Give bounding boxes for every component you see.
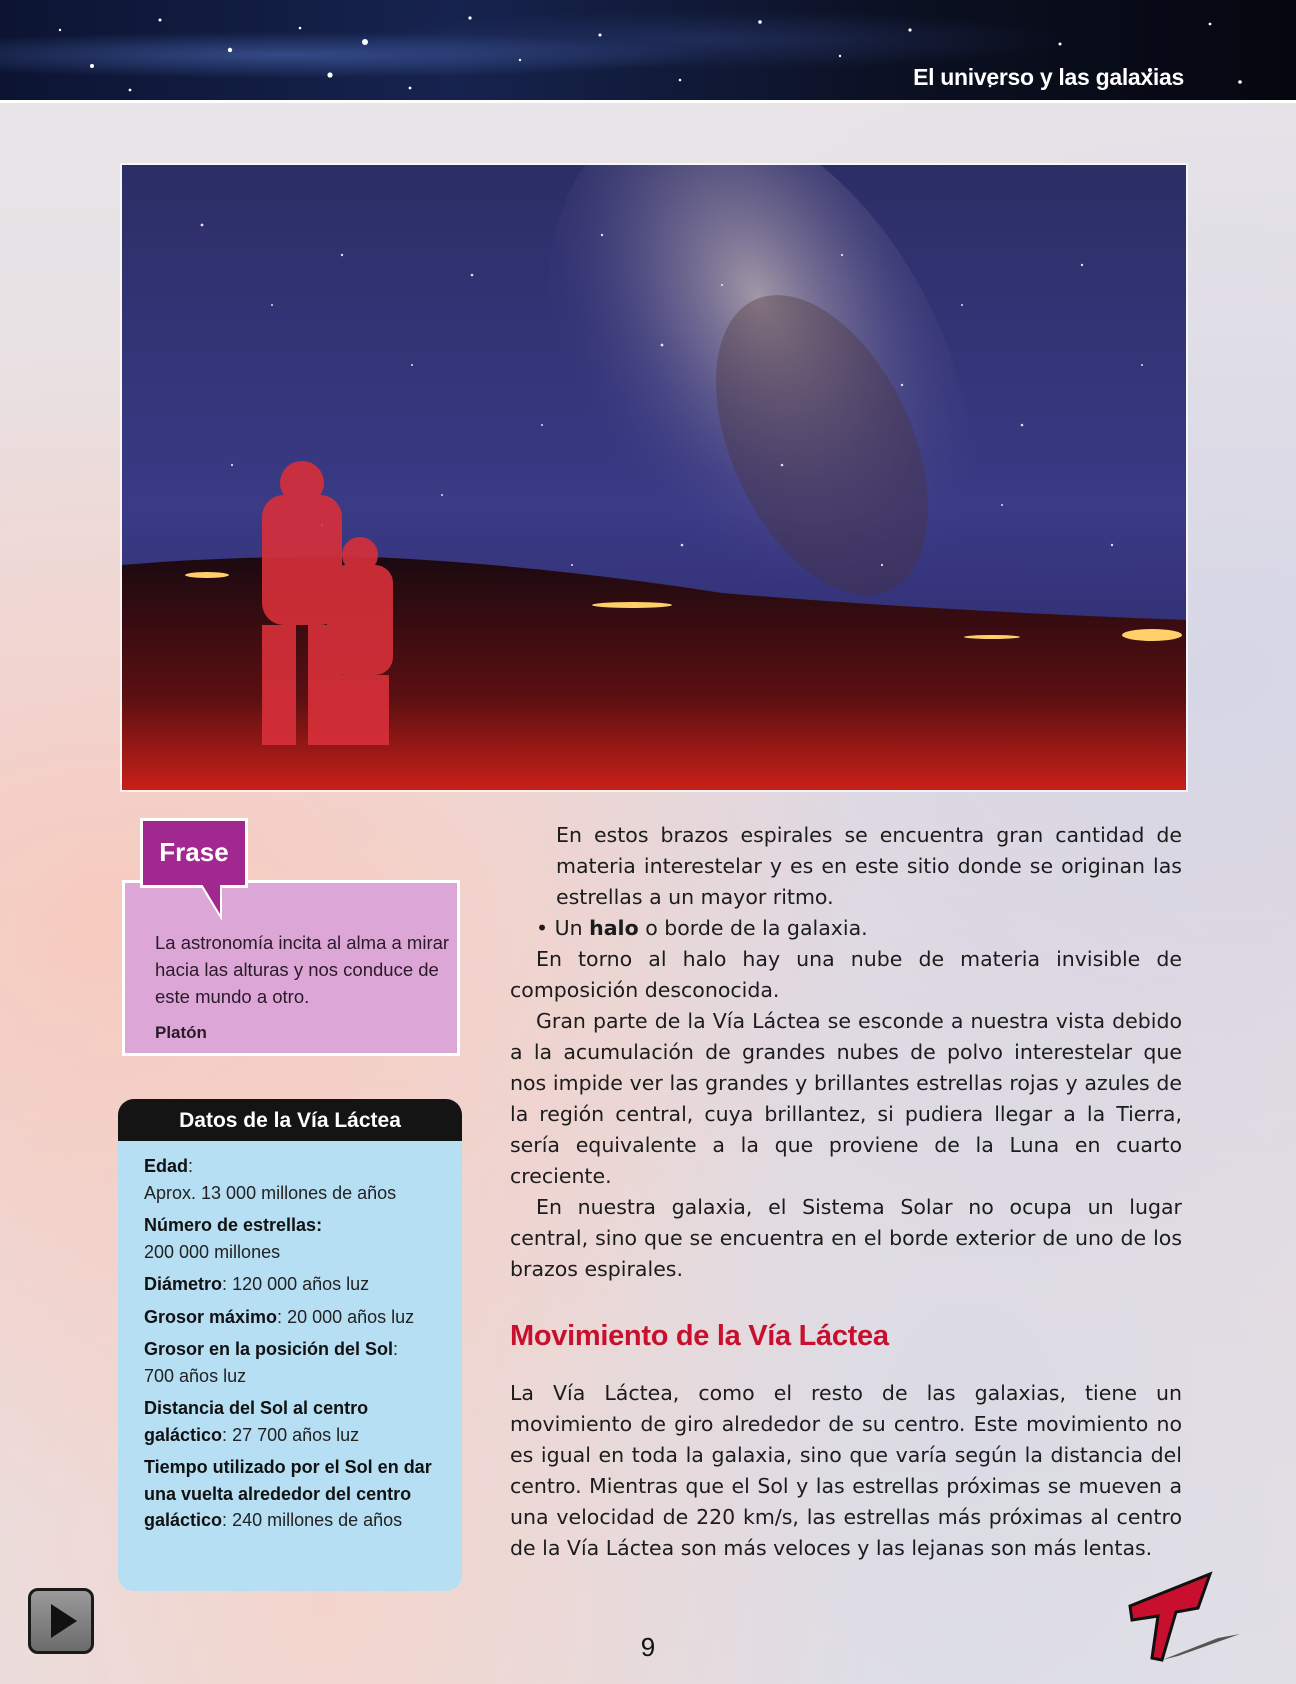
facts-title: Datos de la Vía Láctea [118, 1099, 462, 1141]
fact-value: Aprox. 13 000 millones de años [144, 1182, 397, 1203]
fact-value: 120 000 años luz [232, 1274, 370, 1294]
fact-value: 27 700 años luz [232, 1424, 360, 1445]
fact-label: Grosor máximo [144, 1306, 278, 1327]
play-icon[interactable] [28, 1588, 94, 1654]
fact-item [144, 1304, 448, 1331]
bullet-continuation: En estos brazos espirales se encuentra gran cantidad de materia interestelar y es en este sitio donde se originan las estrellas a un mayor ritmo. [556, 823, 1182, 909]
fact-value: 20 000 años luz [287, 1306, 415, 1327]
fact-value: 700 años luz [144, 1365, 247, 1386]
fact-label: Grosor en la posición del Sol [144, 1339, 394, 1359]
fact-label: Distancia del Sol al centro galáctico [144, 1398, 369, 1445]
bullet-rest: o borde de la galaxia. [638, 916, 868, 940]
fact-sep: : [222, 1274, 228, 1294]
fact-sep: : [222, 1510, 228, 1530]
section-body [510, 1378, 1182, 1564]
fact-sep: : [222, 1424, 228, 1445]
quote-author: Platón [155, 1023, 207, 1042]
page-number: 9 [640, 1632, 656, 1662]
fact-value: 240 millones de años [232, 1510, 403, 1530]
bullet-prefix: • Un [536, 916, 590, 940]
fact-value: 200 000 millones [144, 1241, 281, 1262]
fact-sep: : [277, 1306, 283, 1327]
fact-label: Diámetro [144, 1274, 223, 1294]
fact-item [144, 1212, 448, 1265]
fact-sep: : [393, 1339, 399, 1359]
header-band [0, 0, 1296, 103]
fact-sep: : [188, 1156, 194, 1176]
milky-way-photo [120, 163, 1188, 792]
fact-item [144, 1336, 448, 1389]
quote-tag: Frase [140, 818, 248, 888]
bullet-bold: halo [589, 916, 639, 940]
publisher-logo [1118, 1566, 1248, 1666]
quote-text: La astronomía incita al alma a mirar hacia las alturas y nos conduce de este mundo a otro. [155, 932, 450, 1007]
quote-box [122, 880, 460, 1056]
body-text [510, 820, 1182, 1285]
fact-item [144, 1395, 448, 1448]
fact-label: Edad [144, 1156, 189, 1176]
bullet-halo [536, 913, 1182, 944]
fact-item [144, 1454, 448, 1534]
facts-list [118, 1141, 462, 1534]
section-heading: Movimiento de la Vía Láctea [510, 1320, 889, 1352]
quote-tag-tail-fill [202, 884, 220, 914]
fact-item [144, 1153, 448, 1206]
paragraph: En nuestra galaxia, el Sistema Solar no ocupa un lugar central, sino que se encuentra en el borde exterior de uno de los brazos espirales. [510, 1195, 1182, 1281]
fact-label: Número de estrellas: [144, 1215, 323, 1235]
paragraph: En torno al halo hay una nube de materia invisible de composición desconocida. [510, 947, 1182, 1002]
paragraph: Gran parte de la Vía Láctea se esconde a nuestra vista debido a la acumulación de grandes nubes de polvo interestelar que nos impide ver las grandes y brillantes estrellas rojas y azules de la región central, cuya brillantez, si pudiera llegar a la Tierra, sería equivalente a la que proviene de la Luna en cuarto creciente. [510, 1009, 1182, 1188]
fact-item [144, 1271, 448, 1298]
paragraph: La Vía Láctea, como el resto de las galaxias, tiene un movimiento de giro alrededor de su centro. Este movimiento no es igual en toda la galaxia, sino que varía según la distancia del centro. Mientras que el Sol y las estrellas próximas se mueven a una velocidad de 220 km/s, las estrellas más próximas al centro de la Vía Láctea son más veloces y las lejanas son más lentas. [510, 1381, 1182, 1560]
chapter-title: El universo y las galaxias [913, 64, 1184, 90]
facts-box [118, 1099, 462, 1591]
fact-label: Tiempo utilizado por el Sol en dar una vuelta alrededor del centro galáctico [144, 1457, 432, 1530]
